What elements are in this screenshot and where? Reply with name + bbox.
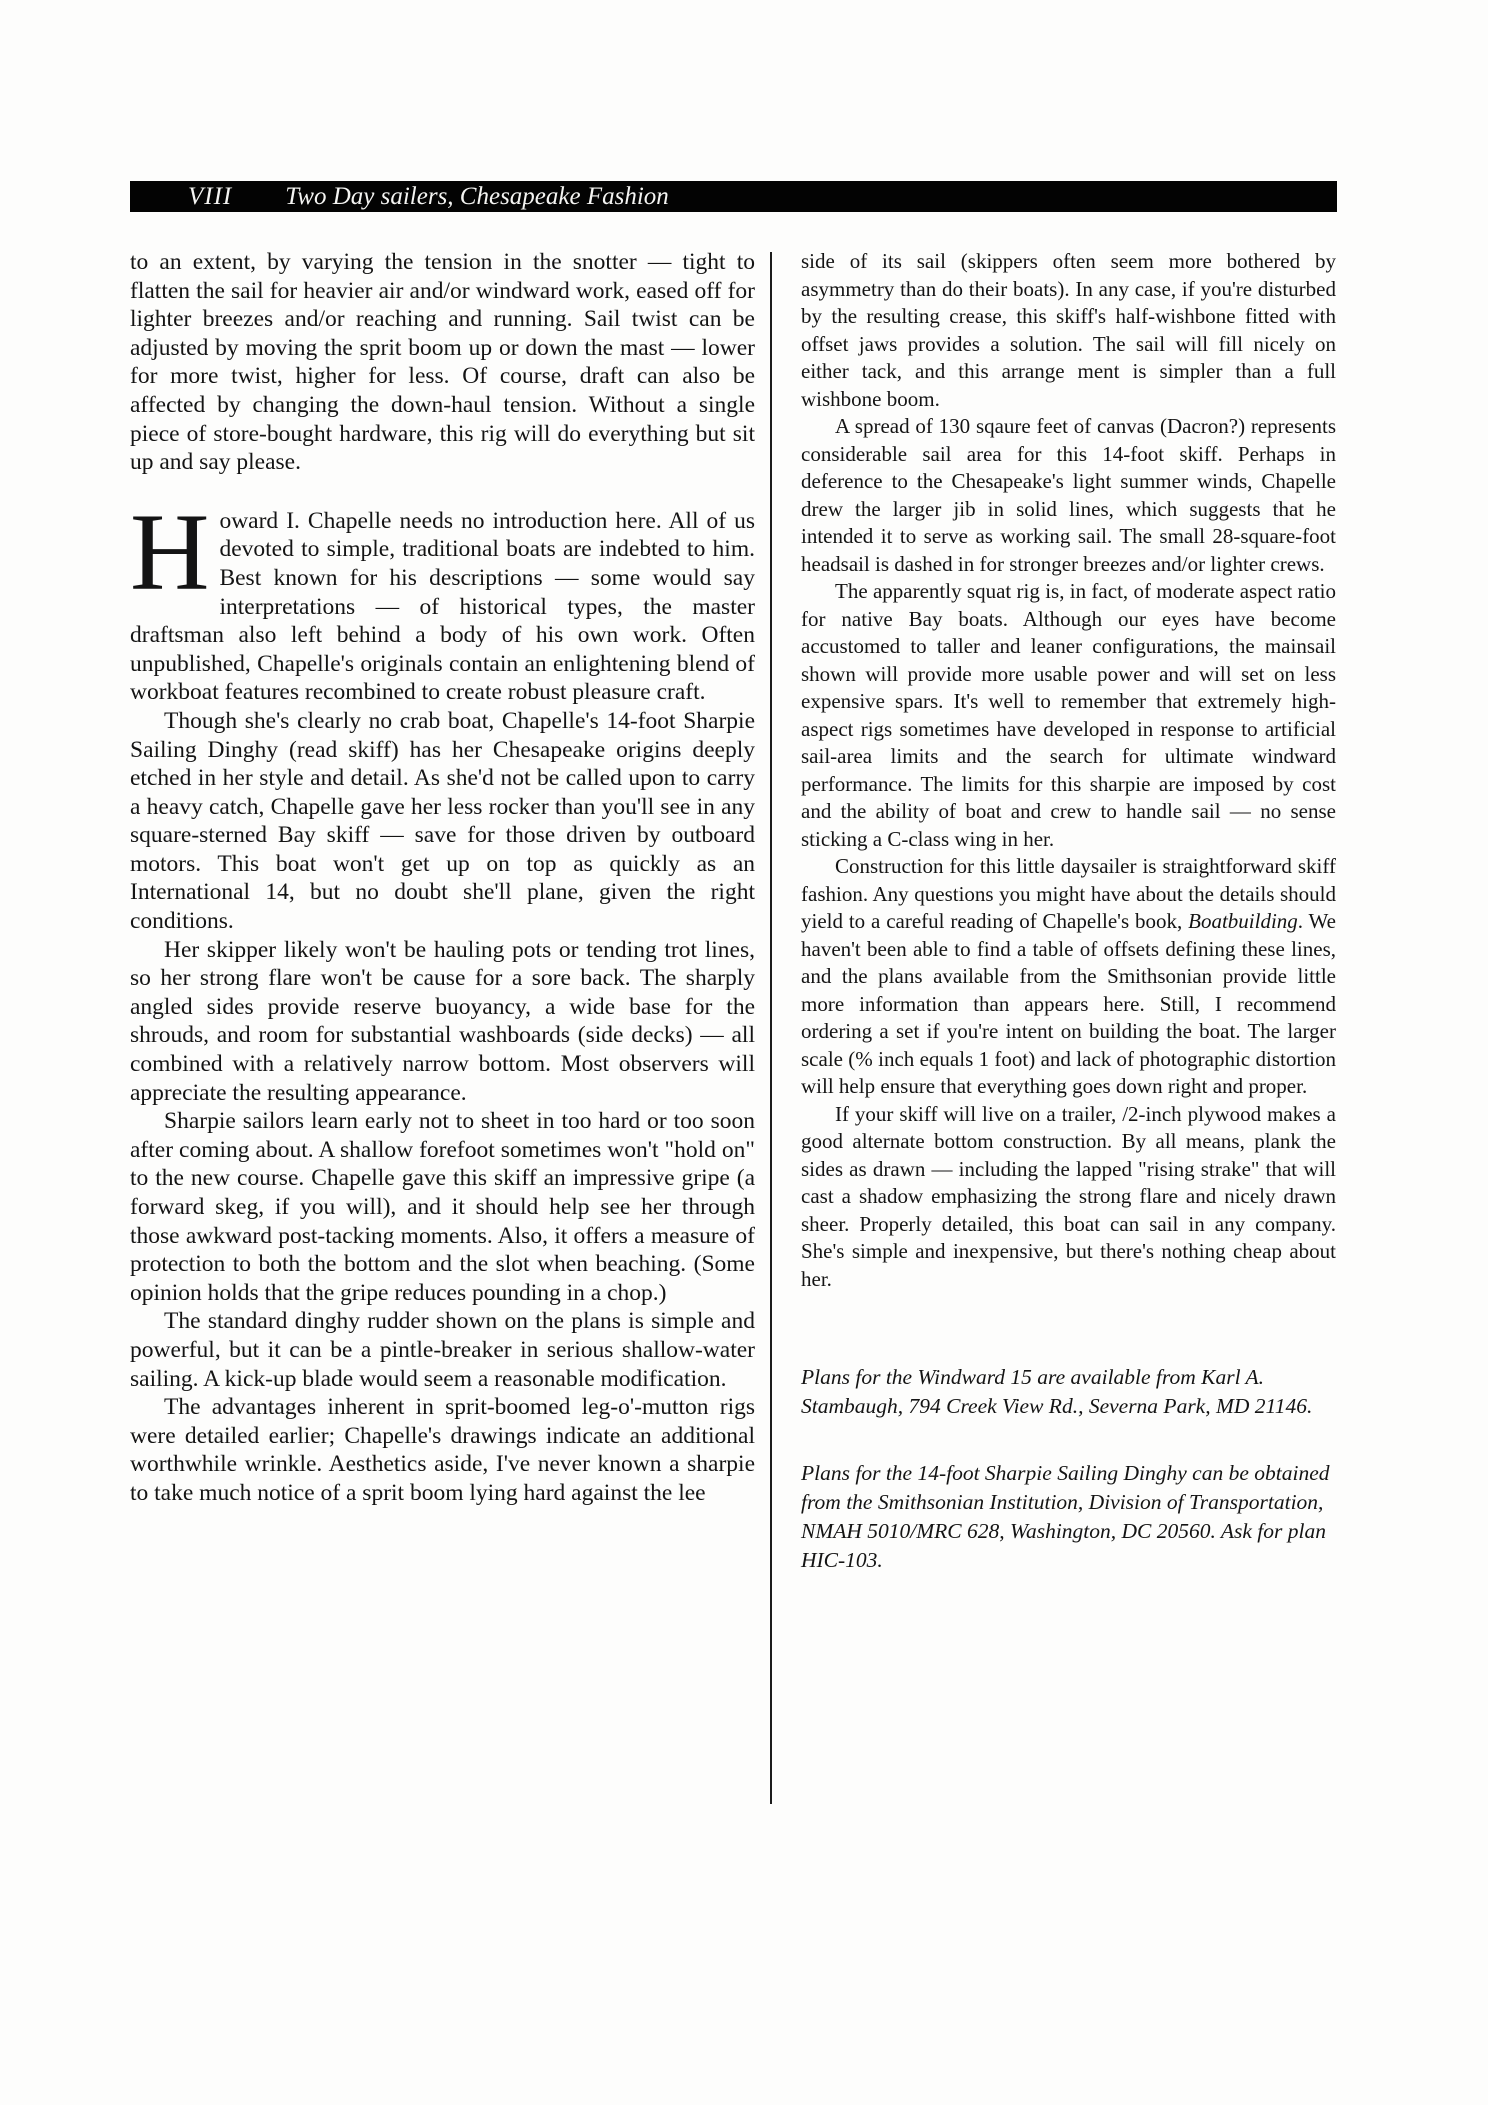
column-divider-rule bbox=[770, 252, 772, 1804]
body-paragraph: The standard dinghy rudder shown on the plans is simple and powerful, but it can be a pintle-breaker in serious shallow-water sailing. A kick-up blade would seem a reasonable modification. bbox=[130, 1308, 755, 1392]
body-paragraph: to an extent, by varying the tension in the snotter — tight to flatten the sail for heavier air and/or windward work, eased off for lighter breezes and/or reaching and running. Sail twist can be adjusted by moving the sprit boom up or down the mast — lower for more twist, higher for less. Of course, draft can also be affected by changing the down-haul tension. Without a single piece of store-bought hardware, this rig will do everything but sit up and say please. bbox=[130, 249, 755, 476]
book-title-boatbuilding: Boatbuilding bbox=[1188, 909, 1298, 933]
page-number: VIII bbox=[188, 183, 233, 210]
body-paragraph: Though she's clearly no crab boat, Chapelle's 14-foot Sharpie Sailing Dinghy (read skiff) has her Chesapeake origins deeply etched in her style and detail. As she'd not be called upon to carry a heavy catch, Chapelle gave her less rocker than you'll see in any square-sterned Bay skiff — save for those driven by outboard motors. This boat won't get up on top as quickly as an International 14, but no doubt she'll plane, given the right conditions. bbox=[130, 707, 755, 935]
running-header-bar bbox=[130, 181, 1337, 212]
chapter-title: Two Day sailers, Chesapeake Fashion bbox=[285, 183, 669, 210]
body-paragraph: The apparently squat rig is, in fact, of moderate aspect ratio for native Bay boats. Although our eyes have become accustomed to taller and leaner configurations, the mainsail shown will provide more usable power and will set on less expensive spars. It's well to remember that extremely high-aspect rigs sometimes have developed in response to artificial sail-area limits and the search for ultimate windward performance. The limits for this sharpie are imposed by cost and the ability of boat and crew to handle sail — no sense sticking a C-class wing in her. bbox=[801, 579, 1336, 851]
dropcap-paragraph bbox=[130, 490, 755, 707]
body-paragraph bbox=[801, 853, 1336, 1101]
plans-note-windward: Plans for the Windward 15 are available from Karl A. Stambaugh, 794 Creek View Rd., Severna Park, MD 21146. bbox=[801, 1365, 1313, 1418]
body-paragraph: Her skipper likely won't be hauling pots or tending trot lines, so her strong flare won't be cause for a sore back. The sharply angled sides provide reserve buoyancy, a wide base for the shrouds, and room for substantial washboards (side decks) — all combined with a relatively narrow bottom. Most observers will appreciate the resulting appearance. bbox=[130, 936, 755, 1106]
dropcap-letter: H bbox=[130, 490, 210, 613]
paragraph-text-before-title: Construction for this little daysailer is straightforward skiff fashion. Any questions you might have about the details should yield to a careful reading of Chapelle's book, bbox=[801, 854, 1336, 933]
two-column-text-block bbox=[130, 248, 1337, 1575]
body-paragraph: Sharpie sailors learn early not to sheet in too hard or too soon after coming about. A shallow forefoot sometimes won't "hold on" to the new course. Chapelle gave this skiff an impressive gripe (a forward skeg, if you will), and it should help see her through those awkward post-tacking moments. Also, it offers a measure of protection to both the bottom and the slot when beaching. (Some opinion holds that the gripe reduces pounding in a chop.) bbox=[130, 1108, 755, 1306]
paragraph-text-after-title: . We haven't been able to find a table of offsets defining these lines, and the plans available from the Smithsonian provide little more information than appears here. Still, I recommend ordering a set if you're intent on building the boat. The larger scale (% inch equals 1 foot) and lack of photographic distortion will help ensure that everything goes down right and proper. bbox=[801, 909, 1336, 1098]
body-paragraph: A spread of 130 sqaure feet of canvas (Dacron?) represents considerable sail area for this 14-foot skiff. Perhaps in deference to the Chesapeake's light summer winds, Chapelle drew the larger jib in solid lines, which suggests that he intended it to serve as working sail. The small 28-square-foot headsail is dashed in for stronger breezes and/or lighter crews. bbox=[801, 414, 1336, 576]
right-column bbox=[786, 248, 1336, 1575]
body-paragraph: side of its sail (skippers often seem more bothered by asymmetry than do their boats). In any case, if you're disturbed by the resulting crease, this skiff's half-wishbone fitted with offset jaws provides a solution. The sail will fill nicely on either tack, and this arrange ment is simpler than a full wishbone boom. bbox=[801, 249, 1336, 411]
body-paragraph: If your skiff will live on a trailer, /2-inch plywood makes a good alternate bottom construction. By all means, plank the sides as drawn — including the lapped "rising strake" that will cast a shadow emphasizing the strong flare and nicely drawn sheer. Properly detailed, this boat can sail in any company. She's simple and inexpensive, but there's nothing cheap about her. bbox=[801, 1101, 1336, 1291]
left-column bbox=[130, 248, 755, 1508]
dropcap-paragraph-text: oward I. Chapelle needs no introduction here. All of us devoted to simple, traditional boats are indebted to him. Best known for his descriptions — some would say interpretations — of historical types, the master draftsman also left behind a body of his own work. Often unpublished, Chapelle's originals contain an enlightening blend of workboat features recombined to create robust pleasure craft. bbox=[130, 507, 755, 706]
plans-note-sharpie: Plans for the 14-foot Sharpie Sailing Dinghy can be obtained from the Smithsonian Institution, Division of Transportation, NMAH 5010/MRC 628, Washington, DC 20560. Ask for plan HIC-103. bbox=[801, 1461, 1330, 1572]
body-paragraph: The advantages inherent in sprit-boomed leg-o'-mutton rigs were detailed earlier; Chapelle's drawings indicate an additional worthwhile wrinkle. Aesthetics aside, I've never known a sharpie to take much notice of a sprit boom lying hard against the lee bbox=[130, 1394, 755, 1506]
